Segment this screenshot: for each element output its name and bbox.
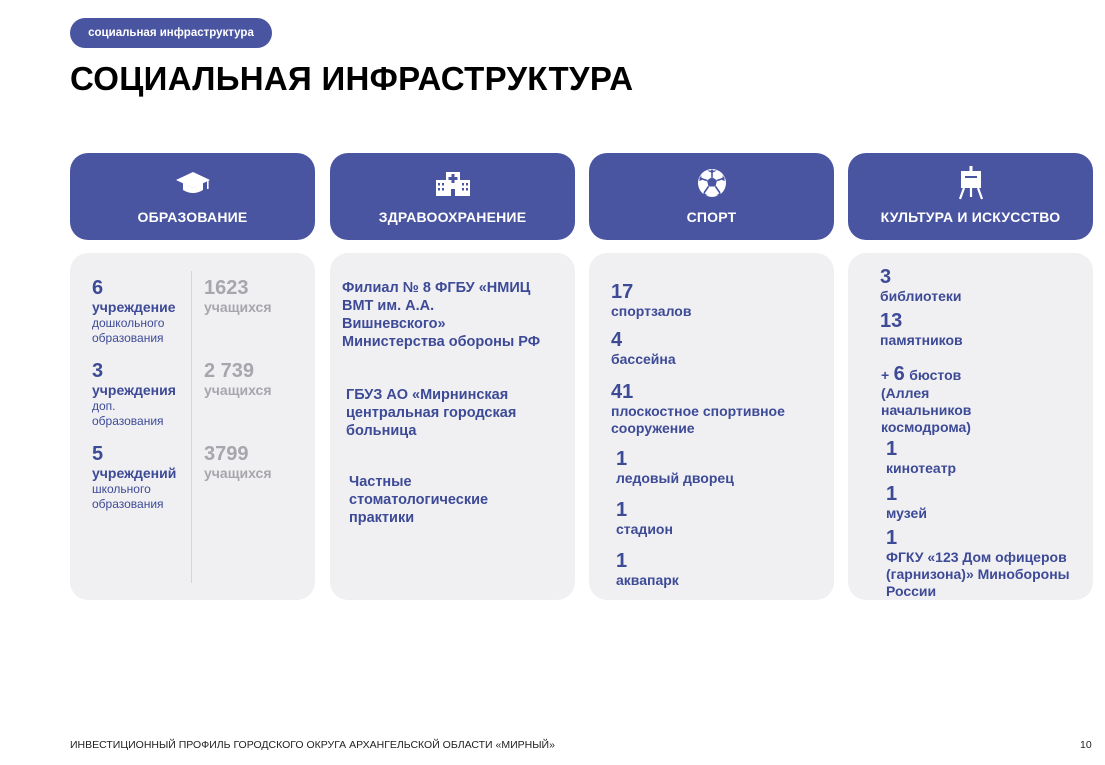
list-item <box>616 499 673 538</box>
students-label: учащихся <box>204 465 272 481</box>
item-count: 1 <box>616 448 628 470</box>
item-note: космодрома) <box>881 419 971 435</box>
health-item <box>342 279 540 351</box>
soccer-ball-icon <box>696 167 728 199</box>
students-count: 3799 <box>204 443 249 465</box>
item-count: 6 <box>92 277 104 299</box>
item-unit: учреждений <box>92 465 177 481</box>
health-card <box>330 253 575 600</box>
students-count: 2 739 <box>204 360 255 382</box>
health-line: центральная городская <box>346 405 517 421</box>
culture-card <box>848 253 1093 600</box>
item-label: стадион <box>616 521 673 537</box>
item-label: ФГКУ «123 Дом офицеров <box>886 549 1067 565</box>
item-count: 1 <box>616 499 628 521</box>
item-desc: доп. <box>92 399 116 413</box>
footer-text: ИНВЕСТИЦИОННЫЙ ПРОФИЛЬ ГОРОДСКОГО ОКРУГА АРХАНГЕЛЬСКОЙ ОБЛАСТИ «МИРНЫЙ» <box>70 739 555 751</box>
list-item <box>886 527 1070 600</box>
item-count: 3 <box>92 360 104 382</box>
item-note: (Аллея <box>881 385 930 401</box>
item-label: бассейна <box>611 351 676 367</box>
category-label: ЗДРАВООХРАНЕНИЕ <box>378 209 527 225</box>
health-line: ГБУЗ АО «Мирнинская <box>346 387 509 403</box>
item-unit: учреждение <box>92 299 176 315</box>
item-count: 1 <box>886 483 898 505</box>
health-item <box>349 473 488 527</box>
health-line: больница <box>346 423 417 439</box>
list-item <box>886 438 956 477</box>
item-desc: образования <box>92 414 164 428</box>
item-label: бюстов <box>909 367 962 383</box>
item-count: 1 <box>616 550 628 572</box>
hospital-icon <box>435 167 471 199</box>
item-desc: образования <box>92 331 164 345</box>
item-count: 4 <box>611 329 623 351</box>
item-count: 1 <box>886 438 898 460</box>
item-count: 17 <box>611 281 634 303</box>
list-item <box>611 329 676 368</box>
category-label: СПОРТ <box>686 209 737 225</box>
health-line: Частные <box>349 474 412 490</box>
item-label: (гарнизона)» Минобороны <box>886 566 1070 582</box>
health-line: Филиал № 8 ФГБУ «НМИЦ <box>342 280 531 296</box>
list-item <box>92 277 176 346</box>
category-culture <box>848 153 1093 240</box>
list-item <box>616 550 679 589</box>
list-item <box>880 310 963 349</box>
item-count: 1 <box>886 527 898 549</box>
item-unit: учреждения <box>92 382 176 398</box>
item-note: начальников <box>881 402 972 418</box>
list-item <box>611 281 691 320</box>
item-desc: школьного <box>92 482 151 496</box>
health-line: Вишневского» <box>342 316 446 332</box>
item-label: библиотеки <box>880 288 962 304</box>
section-pill: социальная инфраструктура <box>70 18 272 48</box>
category-sport <box>589 153 834 240</box>
item-count: 41 <box>611 381 634 403</box>
item-label: сооружение <box>611 420 695 436</box>
item-label: плоскостное спортивное <box>611 403 785 419</box>
list-item <box>92 443 176 512</box>
page-number: 10 <box>1080 739 1092 751</box>
page-title: СОЦИАЛЬНАЯ ИНФРАСТРУКТУРА <box>70 60 634 97</box>
item-label: памятников <box>880 332 963 348</box>
item-count: 13 <box>880 310 903 332</box>
item-count: 6 <box>893 363 905 385</box>
item-label: музей <box>886 505 927 521</box>
plus-sign: + <box>881 367 890 383</box>
health-line: практики <box>349 510 415 526</box>
students-item <box>204 277 272 316</box>
item-count: 3 <box>880 266 892 288</box>
item-label: аквапарк <box>616 572 679 588</box>
students-label: учащихся <box>204 299 272 315</box>
item-label: России <box>886 583 937 599</box>
item-label: ледовый дворец <box>616 470 734 486</box>
health-item <box>346 386 516 440</box>
item-label: спортзалов <box>611 303 692 319</box>
sport-card <box>589 253 834 600</box>
list-item <box>886 483 927 522</box>
health-line: стоматологические <box>349 492 489 508</box>
health-line: ВМТ им. А.А. <box>342 298 435 314</box>
students-label: учащихся <box>204 382 272 398</box>
students-count: 1623 <box>204 277 249 299</box>
item-desc: образования <box>92 497 164 511</box>
category-label: ОБРАЗОВАНИЕ <box>137 209 248 225</box>
education-card <box>70 253 315 600</box>
category-health <box>330 153 575 240</box>
item-desc: дошкольного <box>92 316 165 330</box>
list-item <box>92 360 176 429</box>
list-item <box>881 363 971 436</box>
health-line: Министерства обороны РФ <box>342 334 541 350</box>
item-count: 5 <box>92 443 104 465</box>
easel-icon <box>956 167 986 199</box>
column-divider <box>191 271 192 583</box>
category-education <box>70 153 315 240</box>
category-label: КУЛЬТУРА И ИСКУССТВО <box>880 209 1061 225</box>
students-item <box>204 360 272 399</box>
item-label: кинотеатр <box>886 460 957 476</box>
students-item <box>204 443 272 482</box>
list-item <box>611 381 785 437</box>
list-item <box>880 266 962 305</box>
graduation-cap-icon <box>174 167 212 199</box>
list-item <box>616 448 734 487</box>
